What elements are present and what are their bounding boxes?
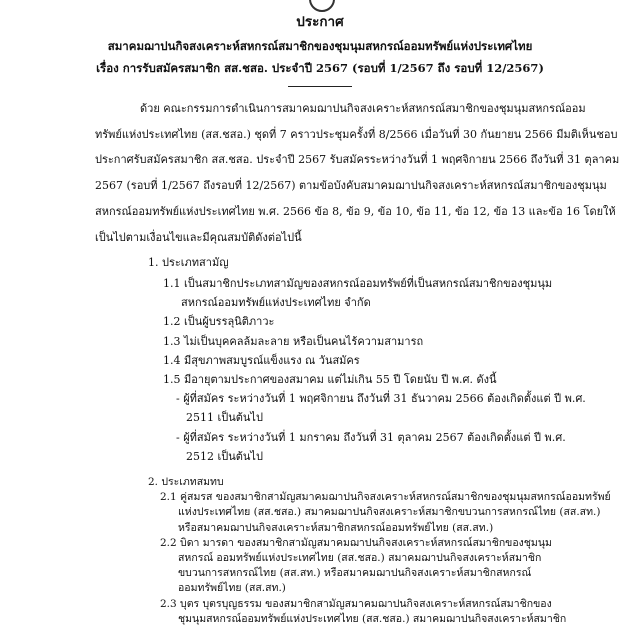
list-item: ขบวนการสหกรณ์ไทย (สส.สท.) หรือสมาคมฌาปนกิจสงเคราะห์สมาชิกสหกรณ์ — [178, 567, 532, 580]
list-item: 2512 เป็นต้นไป — [186, 449, 263, 463]
section-heading: 2. ประเภทสมทบ — [148, 476, 224, 488]
list-item: - ผู้ที่สมัคร ระหว่างวันที่ 1 พฤศจิกายน ถึงวันที่ 31 ธันวาคม 2566 ต้องเกิดตั้งแต่ ปี พ.ศ. — [176, 392, 586, 406]
list-item: 2.1 คู่สมรส ของสมาชิกสามัญสมาคมฌาปนกิจสงเคราะห์สหกรณ์สมาชิกของชุมนุมสหกรณ์ออมทรัพย์ — [160, 491, 611, 504]
list-item: สหกรณ์ออมทรัพย์แห่งประเทศไทย จำกัด — [181, 296, 371, 310]
list-item: สหกรณ์ ออมทรัพย์แห่งประเทศไทย (สส.ชสอ.) สมาคมฌาปนกิจสงเคราะห์สมาชิก — [178, 552, 542, 564]
list-item: แห่งประเทศไทย (สส.ชสอ.) สมาคมฌาปนกิจสงเคราะห์สมาชิกขบวนการสหกรณ์ไทย (สส.สท.) — [178, 506, 601, 519]
divider — [288, 86, 352, 87]
list-item: 1.1 เป็นสมาชิกประเภทสามัญของสหกรณ์ออมทรัพย์ที่เป็นสหกรณ์สมาชิกของชุมนุม — [163, 277, 553, 290]
association-name: สมาคมฌาปนกิจสงเคราะห์สหกรณ์สมาชิกของชุมนุมสหกรณ์ออมทรัพย์แห่งประเทศไทย — [107, 39, 533, 53]
list-item: 1.2 เป็นผู้บรรลุนิติภาวะ — [163, 315, 275, 329]
list-item: 2.2 บิดา มารดา ของสมาชิกสามัญสมาคมฌาปนกิจสงเคราะห์สหกรณ์สมาชิกของชุมนุม — [160, 536, 552, 549]
list-item: 2.3 บุตร บุตรบุญธรรม ของสมาชิกสามัญสมาคมฌาปนกิจสงเคราะห์สหกรณ์สมาชิกของ — [160, 597, 552, 610]
list-item: - ผู้ที่สมัคร ระหว่างวันที่ 1 มกราคม ถึงวันที่ 31 ตุลาคม 2567 ต้องเกิดตั้งแต่ ปี พ.ศ. — [176, 430, 566, 444]
list-item: หรือสมาคมฌาปนกิจสงเคราะห์สมาชิกสหกรณ์ออมทรัพย์ไทย (สส.สท.) — [178, 521, 494, 534]
list-item: ชุมนุมสหกรณ์ออมทรัพย์แห่งประเทศไทย (สส.ชสอ.) สมาคมฌาปนกิจสงเคราะห์สมาชิก — [178, 612, 567, 625]
list-item: 1.4 มีสุขภาพสมบูรณ์แข็งแรง ณ วันสมัคร — [163, 353, 360, 367]
intro-line: ทรัพย์แห่งประเทศไทย (สส.ชสอ.) ชุดที่ 7 คราวประชุมครั้งที่ 8/2566 เมื่อวันที่ 30 กันยายน 2566 มีมติเห็นชอบ — [95, 128, 618, 141]
section-heading: 1. ประเภทสามัญ — [148, 256, 229, 269]
announcement-subject: เรื่อง การรับสมัครสมาชิก สส.ชสอ. ประจำปี 2567 (รอบที่ 1/2567 ถึง รอบที่ 12/2567) — [96, 61, 544, 75]
announcement-title: ประกาศ — [296, 14, 344, 30]
list-item: 1.3 ไม่เป็นบุคคลล้มละลาย หรือเป็นคนไร้ความสามารถ — [163, 334, 424, 348]
intro-line: 2567 (รอบที่ 1/2567 ถึงรอบที่ 12/2567) ตามข้อบังคับสมาคมฌาปนกิจสงเคราะห์สหกรณ์สมาชิกของชุมนุม — [95, 179, 607, 192]
list-item: 2511 เป็นต้นไป — [186, 411, 263, 425]
list-item: ออมทรัพย์ไทย (สส.สท.) — [178, 582, 286, 595]
list-item: 1.5 มีอายุตามประกาศของสมาคม แต่ไม่เกิน 55 ปี โดยนับ ปี พ.ศ. ดังนี้ — [163, 373, 497, 386]
intro-line: ประกาศรับสมัครสมาชิก สส.ชสอ. ประจำปี 2567 รับสมัครระหว่างวันที่ 1 พฤศจิกายน 2566 ถึงวันที่ 31 ตุลาคม — [95, 153, 620, 166]
intro-line: สหกรณ์ออมทรัพย์แห่งประเทศไทย พ.ศ. 2566 ข้อ 8, ข้อ 9, ข้อ 10, ข้อ 11, ข้อ 12, ข้อ 13 และข้อ 16 โดยให้ — [95, 205, 616, 218]
intro-line: เป็นไปตามเงื่อนไขและมีคุณสมบัติดังต่อไปนี้ — [95, 231, 302, 244]
intro-line: ด้วย คณะกรรมการดำเนินการสมาคมฌาปนกิจสงเคราะห์สหกรณ์สมาชิกของชุมนุมสหกรณ์ออม — [140, 102, 586, 115]
